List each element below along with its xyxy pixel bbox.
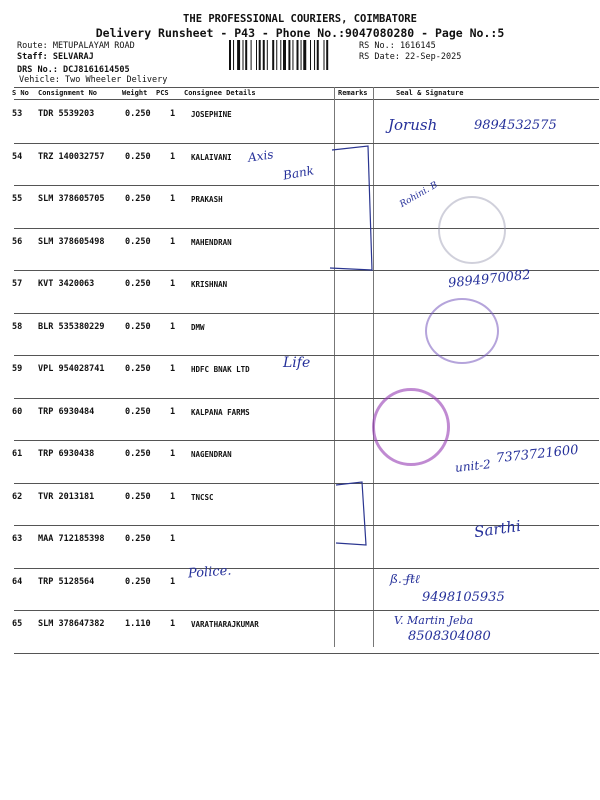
row-sno: 54	[12, 151, 23, 162]
row-pcs: 1	[170, 406, 176, 417]
row-pcs: 1	[170, 491, 176, 502]
row-consignee: JOSEPHINE	[191, 110, 232, 119]
row-weight: 0.250	[125, 151, 151, 162]
col-remarks: Remarks	[338, 89, 368, 97]
row-sno: 56	[12, 236, 23, 247]
signature-53: Jorush	[388, 116, 438, 134]
phone-65: 8508304080	[408, 629, 491, 644]
row-pcs: 1	[170, 364, 176, 374]
note-bank: Bank	[282, 163, 315, 183]
note-police: Police.	[187, 563, 232, 582]
col-weight: Weight	[122, 89, 148, 97]
row-sno: 58	[12, 321, 23, 332]
row-consignment-no: KVT 3420063	[38, 279, 95, 289]
row-consignment-no: TDR 5539203	[38, 109, 95, 119]
col-consignment: Consignment No	[38, 89, 98, 97]
row-sno: 59	[12, 364, 23, 374]
row-weight: 0.250	[125, 534, 151, 544]
row-consignee: NAGENDRAN	[191, 450, 232, 459]
signature-63: Sarthi	[472, 516, 522, 542]
row-sno: 60	[12, 406, 23, 417]
signature-65: V. Martin Jeba	[394, 614, 474, 627]
row-sno: 63	[12, 534, 23, 544]
row-weight: 0.250	[125, 109, 151, 119]
row-weight: 0.250	[125, 491, 151, 502]
row-weight: 1.110	[125, 619, 151, 629]
row-pcs: 1	[170, 109, 176, 119]
phone-53: 9894532575	[474, 118, 557, 133]
row-consignee: TNCSC	[191, 492, 214, 502]
row-weight: 0.250	[125, 236, 151, 247]
col-consignee: Consignee Details	[184, 89, 256, 97]
row-consignment-no: TRP 5128564	[38, 576, 95, 587]
phone-57: 9894970082	[447, 267, 532, 292]
row-weight: 0.250	[125, 364, 151, 374]
rs-number: RS No.: 1616145	[359, 41, 436, 51]
row-sno: 64	[12, 576, 23, 587]
row-consignment-no: SLM 378647382	[38, 619, 105, 629]
row-pcs: 1	[170, 151, 176, 162]
row-consignment-no: SLM 378605705	[38, 194, 105, 204]
row-consignee: MAHENDRAN	[191, 237, 232, 247]
row-pcs: 1	[170, 449, 176, 459]
row-consignment-no: TVR 2013181	[38, 491, 95, 502]
row-pcs: 1	[170, 279, 176, 289]
row-consignee: KRISHNAN	[191, 280, 228, 289]
row-weight: 0.250	[125, 576, 151, 587]
phone-61: 7373721600	[495, 442, 580, 467]
row-consignment-no: VPL 954028741	[38, 364, 105, 374]
row-sno: 65	[12, 619, 23, 629]
row-pcs: 1	[170, 534, 176, 544]
row-consignment-no: SLM 378605498	[38, 236, 105, 247]
row-weight: 0.250	[125, 406, 151, 417]
row-pcs: 1	[170, 576, 176, 587]
row-consignment-no: TRZ 140032757	[38, 151, 105, 162]
row-weight: 0.250	[125, 321, 151, 332]
row-consignment-no: TRP 6930438	[38, 449, 95, 459]
row-weight: 0.250	[125, 449, 151, 459]
vehicle-label: Vehicle: Two Wheeler Delivery	[19, 75, 168, 85]
drs-label: DRS No.: DCJ8161614505	[17, 65, 130, 75]
col-pcs: PCS	[156, 89, 169, 97]
phone-64: 9498105935	[422, 590, 505, 605]
row-weight: 0.250	[125, 194, 151, 204]
col-seal-signature: Seal & Signature	[396, 89, 464, 97]
row-pcs: 1	[170, 236, 176, 247]
note-unit: unit-2	[454, 457, 492, 475]
company-title: THE PROFESSIONAL COURIERS, COIMBATORE	[183, 13, 417, 25]
rs-date: RS Date: 22-Sep-2025	[359, 52, 462, 62]
staff-label: Staff: SELVARAJ	[17, 52, 94, 62]
row-consignee: KALPANA FARMS	[191, 407, 250, 417]
row-weight: 0.250	[125, 279, 151, 289]
round-stamp-58	[425, 298, 499, 364]
runsheet-title: Delivery Runsheet - P43 - Phone No.:9047080280 - Page No.:5	[95, 26, 505, 40]
row-consignee: HDFC BNAK LTD	[191, 365, 250, 374]
row-consignee: DMW	[191, 322, 205, 332]
note-axis: Axis	[247, 147, 275, 165]
row-consignment-no: TRP 6930484	[38, 406, 95, 417]
bracket-mark-rows	[336, 482, 366, 545]
row-pcs: 1	[170, 619, 176, 629]
row-consignee: KALAIVANI	[191, 152, 232, 162]
signature-55: Rohini. B	[398, 180, 440, 210]
row-sno: 55	[12, 194, 23, 204]
row-sno: 61	[12, 449, 23, 459]
row-consignment-no: BLR 535380229	[38, 321, 105, 332]
row-consignment-no: MAA 712185398	[38, 534, 105, 544]
row-pcs: 1	[170, 321, 176, 332]
faded-stamp	[438, 196, 506, 264]
row-sno: 57	[12, 279, 23, 289]
row-consignee: VARATHARAJKUMAR	[191, 620, 259, 629]
col-sno: S No	[12, 89, 29, 97]
route-label: Route: METUPALAYAM ROAD	[17, 41, 135, 51]
note-life: Life	[283, 355, 311, 371]
row-consignee: PRAKASH	[191, 195, 223, 204]
row-sno: 62	[12, 491, 23, 502]
bracket-mark-bank	[330, 146, 372, 270]
row-pcs: 1	[170, 194, 176, 204]
row-sno: 53	[12, 109, 23, 119]
kalpana-stamp	[372, 388, 450, 466]
signature-64: ß. ƒ̶ŧℓ	[390, 572, 420, 586]
